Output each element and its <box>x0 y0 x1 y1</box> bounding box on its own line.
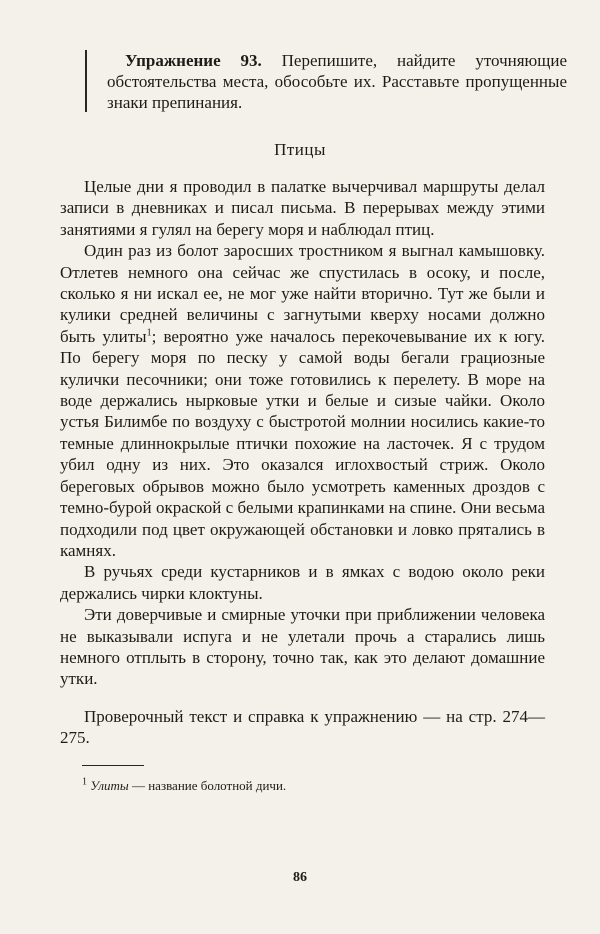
exercise-body <box>60 176 545 690</box>
paragraph-2-part-1: Один раз из болот заросших тростником я выгнал камышовку. Отлетев немного она сейчас же спустилась в осоку, и после, сколько я ни искал ее, не мог уже найти вторично. Тут же были и кулики средней величины с загнутыми кверху носами должно быть улиты <box>60 241 545 346</box>
exercise-label: Упражнение 93. <box>125 51 262 70</box>
footnote <box>82 778 542 794</box>
paragraph-4: Эти доверчивые и смирные уточки при приближении человека не выказывали испуга и не улетали прочь а старались лишь немного отплыть в сторону, точно так, как это делают домашние утки. <box>60 605 545 689</box>
paragraph-1: Целые дни я проводил в палатке вычерчивал маршруты делал записи в дневниках и писал письма. В перерывах между этими занятиями я гулял на берегу моря и наблюдал птиц. <box>60 177 545 239</box>
exercise-text: Перепишите, найдите уточняющие обстоятельства места, обособьте их. Расставьте пропущенные знаки препинания. <box>107 51 567 112</box>
page-number: 86 <box>293 870 307 885</box>
footnote-divider <box>82 765 144 766</box>
paragraph-3: В ручьях среди кустарников и в ямках с водою около реки держались чирки клоктуны. <box>60 562 545 603</box>
paragraph-2 <box>60 240 545 561</box>
text-title: Птицы <box>274 140 326 159</box>
paragraph-2-part-2: ; вероятно уже началось перекочевывание их к югу. По берегу моря по песку у самой воды бегали грациозные кулички песочники; они тоже готовились к перелету. В море на воде держались нырковые утки и белые и сизые чайки. Около устья Билимбе по воздуху с быстротой молнии носились какие-то темные длиннокрылые птички похожие на ласточек. Я с трудом убил одну из них. Это оказался иглохвостый стриж. Около береговых обрывов можно было усмотреть каменных дроздов с темно-бурой окраской с белыми крапинками на спине. Они весьма подходили под цвет окружающей обстановки и ловко прятались в камнях. <box>60 326 545 560</box>
footnote-term: Улиты <box>90 778 129 793</box>
footnote-marker: 1 <box>146 327 152 339</box>
exercise-instruction <box>85 50 567 113</box>
check-reference: Проверочный текст и справка к упражнению — на стр. 274—275. <box>60 707 545 748</box>
footnote-number: 1 <box>82 776 87 788</box>
footnote-definition: — название болотной дичи. <box>131 778 287 793</box>
